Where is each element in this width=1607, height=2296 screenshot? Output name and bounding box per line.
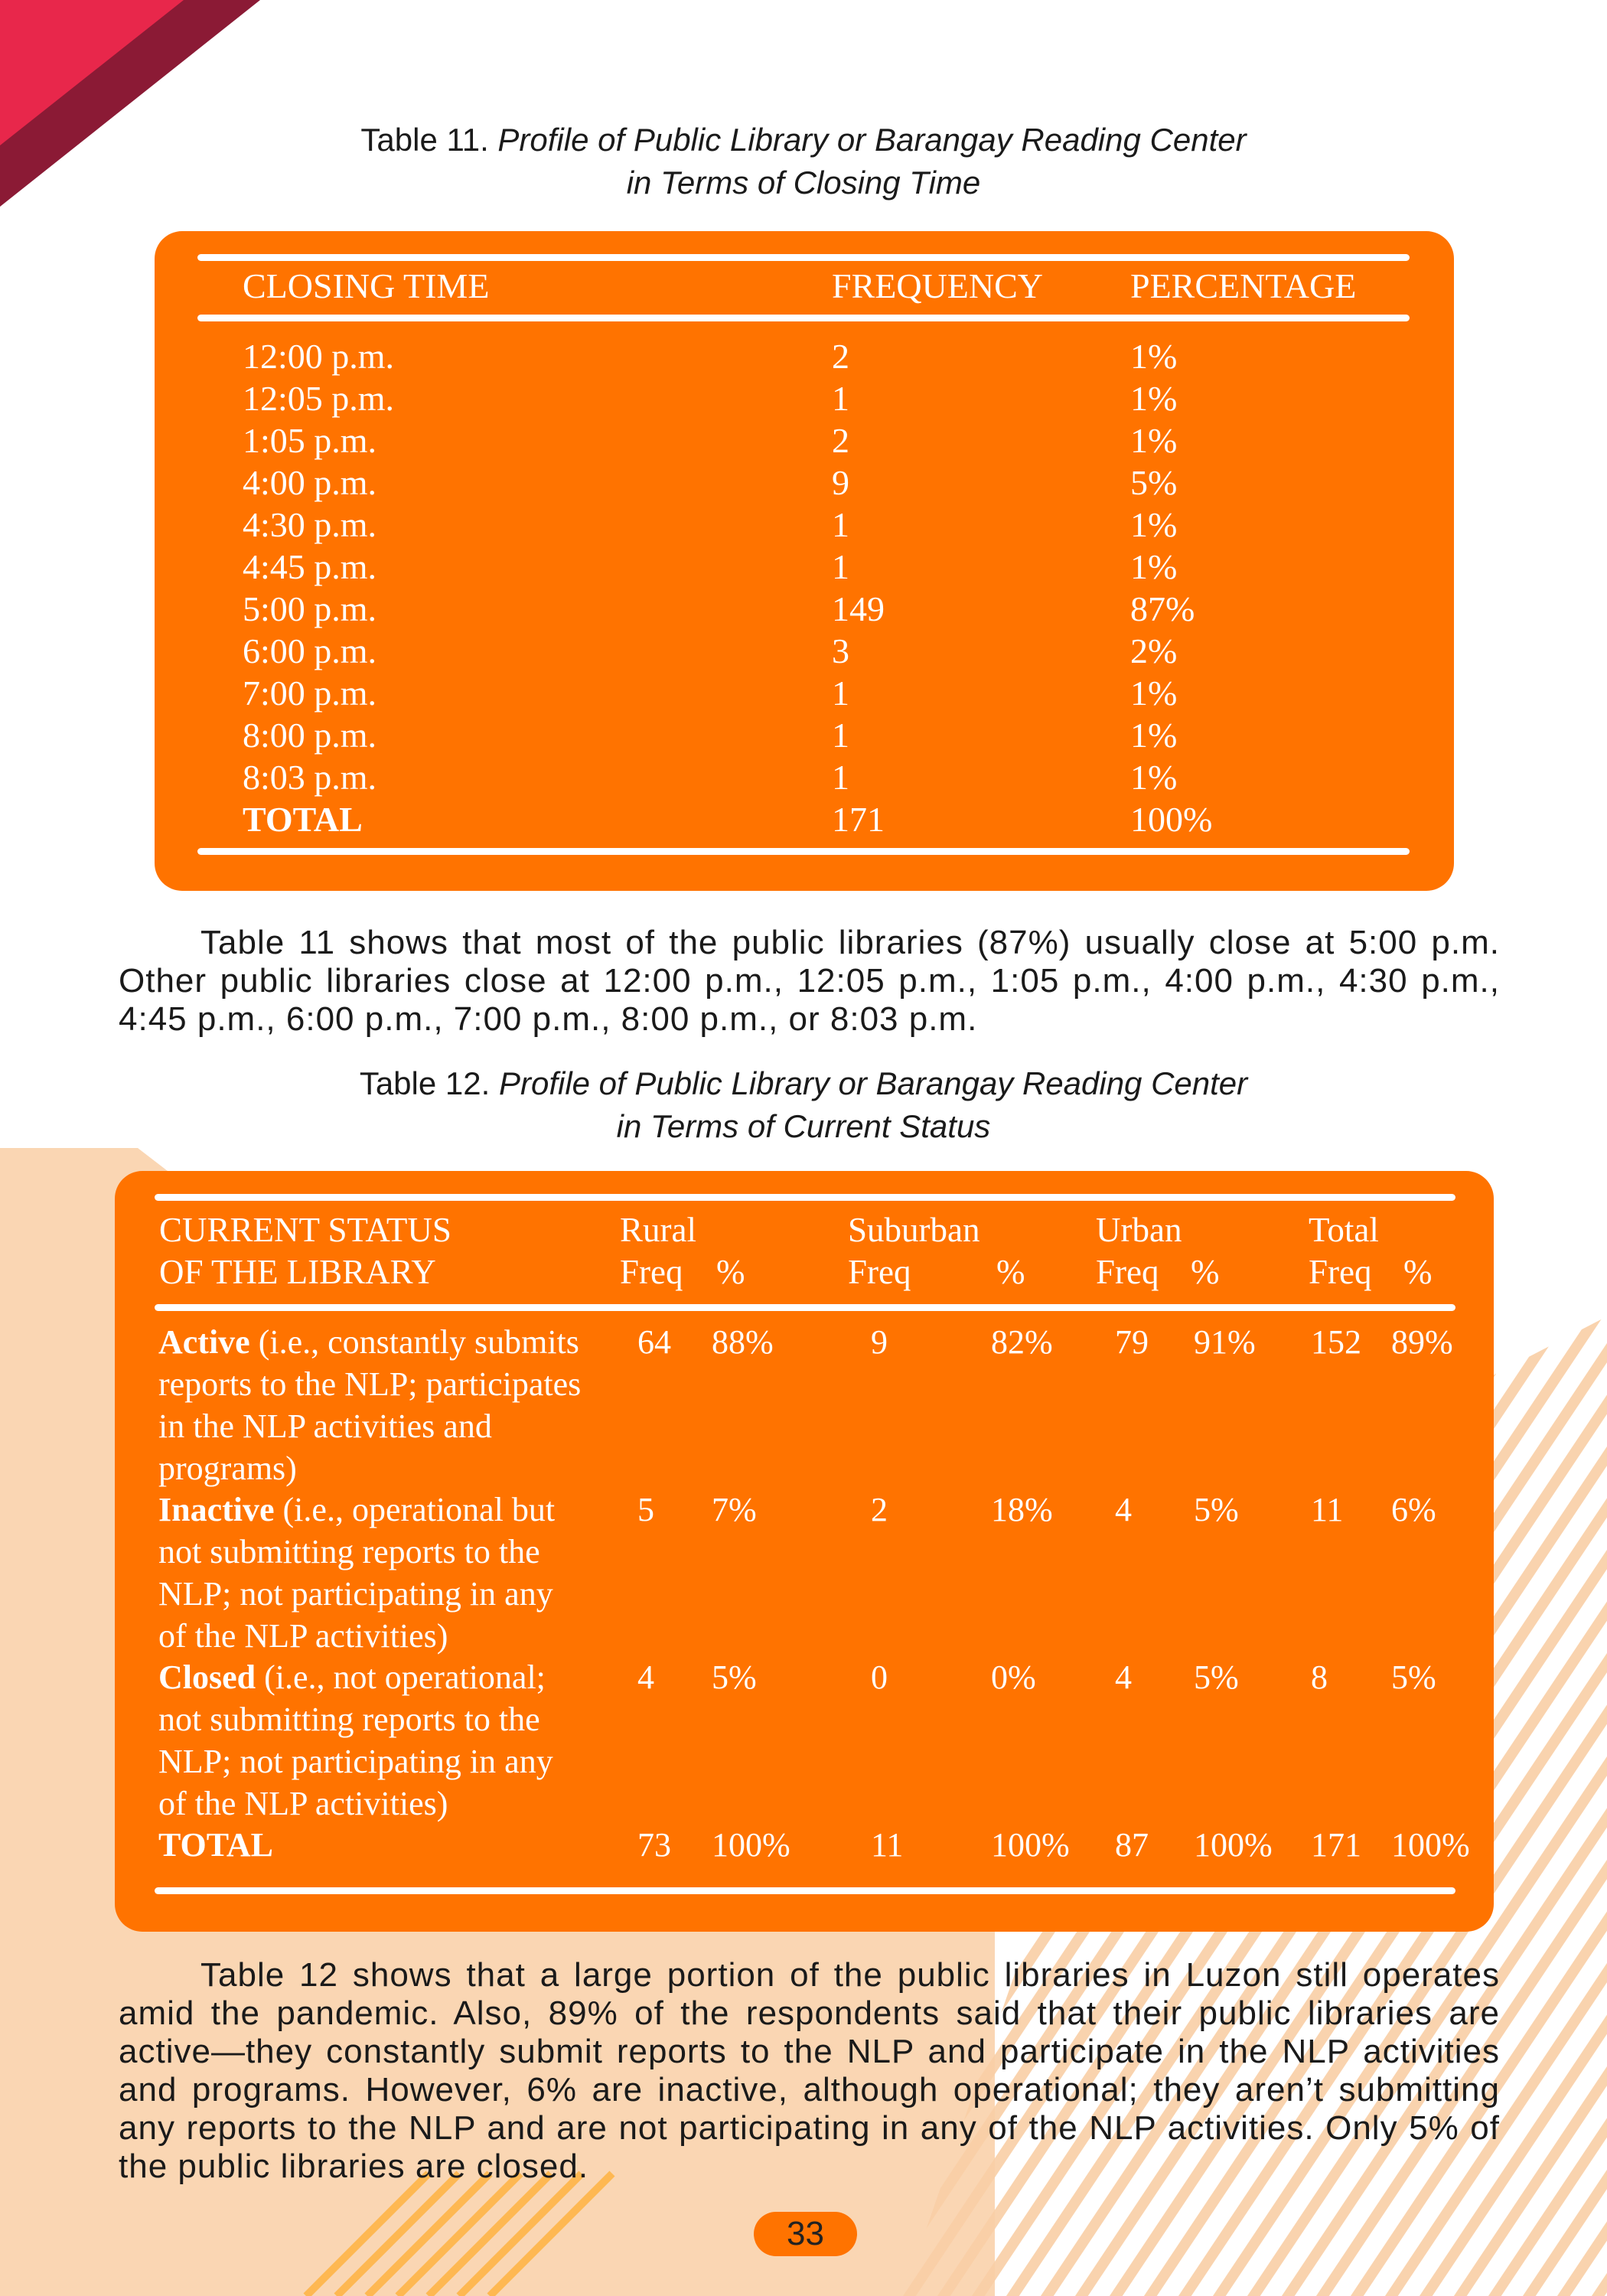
table-12-total-cell: 87 (1115, 1826, 1149, 1864)
table-11-cell: 1% (1130, 716, 1178, 755)
table-12-caption-title: Profile of Public Library or Barangay Reading Center (498, 1065, 1248, 1101)
table-12-group-suburban: Suburban (848, 1211, 980, 1249)
table-11-cell: 1% (1130, 421, 1178, 460)
table-11-cell: 12:00 p.m. (243, 337, 395, 376)
table-12-rule-top (155, 1194, 1455, 1201)
table-12-pct-label-suburban: % (996, 1253, 1025, 1291)
table-12-cell: 79 (1115, 1323, 1149, 1361)
table-11-cell: 1% (1130, 337, 1178, 376)
table-11-cell: 1% (1130, 505, 1178, 544)
table-12-freq-label-rural: Freq (620, 1253, 683, 1291)
table-11-rule-header (197, 315, 1410, 321)
table-12-cell: 8 (1311, 1658, 1328, 1696)
table-11-cell: 1% (1130, 673, 1178, 713)
table-12-status-description (158, 1321, 587, 1489)
table-12-status-description (158, 1656, 587, 1825)
table-11-cell: 2% (1130, 631, 1178, 670)
table-12-cell: 6% (1391, 1491, 1436, 1528)
table-12-freq-label-urban: Freq (1096, 1253, 1159, 1291)
table-12-status-label: Closed (158, 1658, 256, 1696)
table-12-total-cell: 11 (871, 1826, 904, 1864)
table-11-cell: 1 (832, 758, 849, 797)
table-11-cell: 2 (832, 337, 849, 376)
table-11-cell: 1 (832, 505, 849, 544)
table-12-header-status-2: OF THE LIBRARY (159, 1253, 436, 1291)
table-11-cell: 2 (832, 421, 849, 460)
table-12-status-description (158, 1489, 587, 1657)
table-12-cell: 91% (1194, 1323, 1256, 1361)
table-12-cell: 7% (712, 1491, 757, 1528)
table-12-caption (0, 1062, 1607, 1148)
table-12-cell: 18% (991, 1491, 1053, 1528)
paragraph-table-12 (119, 1956, 1500, 2186)
table-12-status-label: Inactive (158, 1491, 275, 1528)
table-11-cell: 1% (1130, 547, 1178, 586)
table-11-caption-prefix: Table 11. (360, 122, 498, 158)
table-12 (115, 1171, 1494, 1932)
table-12-caption-subtitle: in Terms of Current Status (616, 1108, 991, 1144)
table-12-rule-bottom (155, 1887, 1455, 1894)
table-12-cell: 4 (1115, 1658, 1132, 1696)
table-12-cell: 82% (991, 1323, 1053, 1361)
table-12-cell: 0% (991, 1658, 1036, 1696)
table-11-cell: 5:00 p.m. (243, 589, 377, 628)
table-12-cell: 152 (1311, 1323, 1361, 1361)
paragraph-table-12-text: Table 12 shows that a large portion of the public libraries in Luzon still operates amid the pandemic. Also, 89% of the respondents said that their public libraries are active—they constantly submit reports to the NLP and participate in the NLP activities and programs. However, 6% are inactive, although operational; they aren’t submitting any reports to the NLP and are not participating in any of the NLP activities. Only 5% of the public libraries are closed. (119, 1956, 1500, 2185)
table-12-header-status-1: CURRENT STATUS (159, 1211, 451, 1249)
table-12-total-label: TOTAL (158, 1826, 273, 1864)
table-12-cell: 5% (1194, 1491, 1239, 1528)
table-11-cell: 5% (1130, 463, 1178, 502)
table-11-cell: 9 (832, 463, 849, 502)
table-12-cell: 0 (871, 1658, 888, 1696)
table-12-total-cell: 171 (1311, 1826, 1361, 1864)
table-12-total-cell: 100% (712, 1826, 790, 1864)
table-11-header-frequency: FREQUENCY (832, 266, 1044, 305)
table-12-status-desc-text: (i.e., not operational; not submitting reports to the NLP; not participating in any of the NLP activities) (158, 1658, 553, 1822)
table-11-header-percentage: PERCENTAGE (1130, 266, 1357, 305)
table-11-cell: 1 (832, 379, 849, 418)
table-12-caption-prefix: Table 12. (359, 1065, 499, 1101)
table-12-group-urban: Urban (1096, 1211, 1182, 1249)
page-number: 33 (754, 2212, 857, 2256)
table-12-status-desc-text: (i.e., operational but not submitting reports to the NLP; not participating in any of the NLP activities) (158, 1491, 556, 1655)
table-12-cell: 4 (637, 1658, 654, 1696)
table-11-cell: 3 (832, 631, 849, 670)
table-11-total-label: TOTAL (243, 800, 363, 839)
table-11-cell: 4:30 p.m. (243, 505, 377, 544)
table-12-group-rural: Rural (620, 1211, 696, 1249)
table-12-freq-label-total: Freq (1309, 1253, 1372, 1291)
table-12-cell: 9 (871, 1323, 888, 1361)
table-11-cell: 1 (832, 547, 849, 586)
table-11-cell: 1 (832, 673, 849, 713)
table-11-cell: 8:03 p.m. (243, 758, 377, 797)
table-11-caption (0, 119, 1607, 204)
table-12-freq-label-suburban: Freq (848, 1253, 911, 1291)
table-12-pct-label-rural: % (716, 1253, 745, 1291)
table-11-rule-bottom (197, 848, 1410, 855)
table-12-total-cell: 73 (637, 1826, 671, 1864)
table-11-caption-title: Profile of Public Library or Barangay Reading Center (497, 122, 1247, 158)
table-11-cell: 1% (1130, 379, 1178, 418)
table-12-cell: 4 (1115, 1491, 1132, 1528)
table-12-cell: 89% (1391, 1323, 1453, 1361)
table-12-cell: 5% (712, 1658, 757, 1696)
table-12-group-total: Total (1309, 1211, 1379, 1249)
table-11-cell: 1:05 p.m. (243, 421, 377, 460)
table-12-rule-header (155, 1304, 1455, 1311)
table-12-pct-label-total: % (1403, 1253, 1433, 1291)
table-11-total-cell: 171 (832, 800, 885, 839)
table-12-total-cell: 100% (991, 1826, 1070, 1864)
table-11-caption-subtitle: in Terms of Closing Time (626, 165, 981, 201)
table-12-cell: 11 (1311, 1491, 1344, 1528)
table-12-cell: 2 (871, 1491, 888, 1528)
table-11-cell: 87% (1130, 589, 1195, 628)
table-11-cell: 7:00 p.m. (243, 673, 377, 713)
table-12-cell: 5 (637, 1491, 654, 1528)
paragraph-table-11 (119, 924, 1500, 1039)
table-12-cell: 5% (1194, 1658, 1239, 1696)
table-12-status-label: Active (158, 1323, 250, 1361)
table-11-cell: 1% (1130, 758, 1178, 797)
table-11-total-cell: 100% (1130, 800, 1213, 839)
table-11-cell: 4:00 p.m. (243, 463, 377, 502)
table-12-cell: 5% (1391, 1658, 1436, 1696)
table-11-cell: 1 (832, 716, 849, 755)
table-11-cell: 4:45 p.m. (243, 547, 377, 586)
table-11-cell: 6:00 p.m. (243, 631, 377, 670)
table-11-cell: 12:05 p.m. (243, 379, 395, 418)
table-11 (155, 231, 1454, 891)
table-12-pct-label-urban: % (1191, 1253, 1220, 1291)
table-12-status-desc-text: (i.e., constantly submits reports to the NLP; participates in the NLP activities and programs) (158, 1323, 582, 1487)
table-11-rule-top (197, 254, 1410, 261)
table-12-total-cell: 100% (1391, 1826, 1470, 1864)
table-12-cell: 64 (637, 1323, 671, 1361)
paragraph-table-11-text: Table 11 shows that most of the public libraries (87%) usually close at 5:00 p.m. Other public libraries close at 12:00 p.m., 12:05 p.m., 1:05 p.m., 4:00 p.m., 4:30 p.m., 4:45 p.m., 6:00 p.m., 7:00 p.m., 8:00 p.m., or 8:03 p.m. (119, 924, 1500, 1038)
table-12-cell: 88% (712, 1323, 774, 1361)
table-11-cell: 8:00 p.m. (243, 716, 377, 755)
table-11-header-closing-time: CLOSING TIME (243, 266, 490, 305)
table-11-cell: 149 (832, 589, 885, 628)
table-12-total-cell: 100% (1194, 1826, 1273, 1864)
